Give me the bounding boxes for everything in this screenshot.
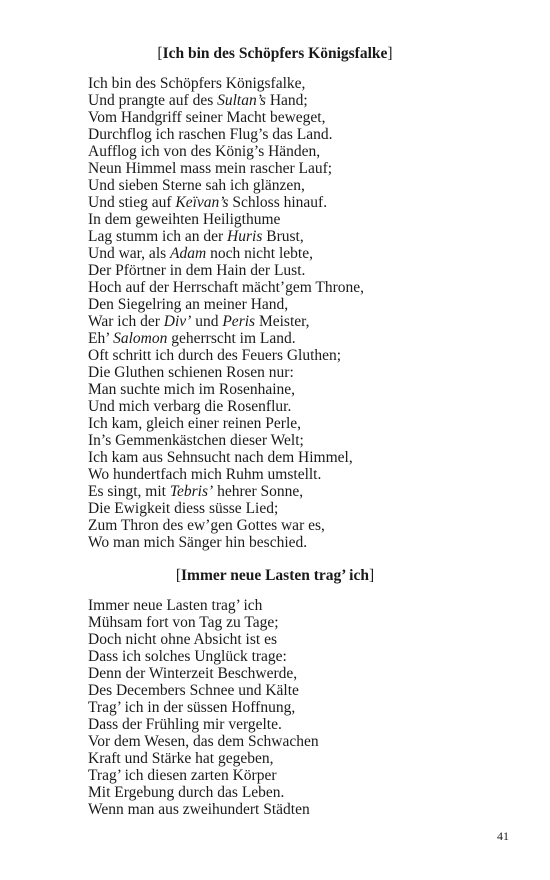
poem-line [88,784,319,801]
line-text: Ich bin des Schöpfers Königsfalke, [88,75,306,92]
poem-line [88,75,364,92]
poem-line [88,466,364,483]
poem-line [88,177,364,194]
line-text: Die Gluthen schienen Rosen nur: [88,364,294,381]
italic-name: Huris [227,228,263,245]
line-text: Wenn man aus zweihundert Städten [88,801,310,818]
italic-name: Keïvan’s [175,194,229,211]
poem-title-text: Ich bin des Schöpfers Königsfalke [162,45,388,62]
line-text: Schloss hinauf. [228,194,328,211]
poem-line [88,92,364,109]
line-text: Ich kam, gleich einer reinen Perle, [88,415,302,432]
poem-line [88,364,364,381]
italic-name: Div’ [163,313,192,330]
poem-line [88,733,319,750]
poem-line [88,279,364,296]
line-text: Meister, [255,313,310,330]
line-text: Lag stumm ich an der [88,228,228,245]
line-text: In’s Gemmenkästchen dieser Welt; [88,432,304,449]
poem-line [88,194,364,211]
line-text: Der Pförtner in dem Hain der Lust. [88,262,306,279]
line-text: geherrscht im Land. [167,330,296,347]
line-text: Und war, als [88,245,171,262]
poem-line [88,483,364,500]
line-text: Und mich verbarg die Rosenflur. [88,398,292,415]
poem-line [88,126,364,143]
poem-line [88,313,364,330]
poem-line [88,262,364,279]
line-text: Wo man mich Sänger hin beschied. [88,534,308,551]
line-text: hehrer Sonne, [213,483,304,500]
italic-name: Adam [170,245,207,262]
italic-name: Salomon [113,330,168,347]
poem-line [88,699,319,716]
italic-name: Peris [222,313,256,330]
poem-line [88,449,364,466]
poem-body [88,75,364,551]
line-text: In dem geweihten Heiligthume [88,211,281,228]
line-text: Aufflog ich von des König’s Händen, [88,143,321,160]
italic-name: Sultan’s [217,92,266,109]
line-text: Mühsam fort von Tag zu Tage; [88,614,279,631]
poem-line [88,432,364,449]
line-text: Trag’ ich in der süssen Hoffnung, [88,699,296,716]
poem-line [88,330,364,347]
line-text: Immer neue Lasten trag’ ich [88,597,263,614]
line-text: Doch nicht ohne Absicht ist es [88,631,277,648]
line-text: und [191,313,223,330]
line-text: noch nicht lebte, [206,245,313,262]
poem-title-text: Immer neue Lasten trag’ ich [181,567,369,584]
line-text: Zum Thron des ew’gen Gottes war es, [88,517,325,534]
line-text: Mit Ergebung durch das Leben. [88,784,285,801]
poem-line [88,381,364,398]
line-text: Es singt, mit [88,483,170,500]
poem-line [88,500,364,517]
line-text: Man suchte mich im Rosenhaine, [88,381,296,398]
line-text: Und prangte auf des [88,92,218,109]
poem-line [88,109,364,126]
poem-line [88,665,319,682]
line-text: Dass ich solches Unglück trage: [88,648,287,665]
line-text: Den Siegelring an meiner Hand, [88,296,289,313]
line-text: Ich kam aus Sehnsucht nach dem Himmel, [88,449,353,466]
line-text: Und stieg auf [88,194,176,211]
poem-line [88,160,364,177]
line-text: Eh’ [88,330,114,347]
poem-line [88,801,319,818]
poem-line [88,767,319,784]
poem-line [88,597,319,614]
line-text: Hoch auf der Herrschaft mächt’gem Throne, [88,279,365,296]
line-text: Des Decembers Schnee und Kälte [88,682,299,699]
poem-line [88,534,364,551]
poem-line [88,682,319,699]
italic-name: Tebris’ [169,483,214,500]
poem-title: [Ich bin des Schöpfers Königsfalke] [157,45,393,62]
line-text: Oft schritt ich durch des Feuers Gluthen; [88,347,342,364]
line-text: Die Ewigkeit diess süsse Lied; [88,500,279,517]
poem-line [88,228,364,245]
poem-line [88,211,364,228]
poem-line [88,716,319,733]
line-text: Und sieben Sterne sah ich glänzen, [88,177,305,194]
line-text: Vor dem Wesen, das dem Schwachen [88,733,319,750]
poem-line [88,415,364,432]
page-number: 41 [497,829,509,843]
poem-line [88,245,364,262]
line-text: Wo hundertfach mich Ruhm umstellt. [88,466,322,483]
poem-line [88,296,364,313]
line-text: Durchflog ich raschen Flug’s das Land. [88,126,333,143]
line-text: Dass der Frühling mir vergelte. [88,716,282,733]
line-text: Trag’ ich diesen zarten Körper [88,767,277,784]
poem-line [88,517,364,534]
poem-title: [Immer neue Lasten trag’ ich] [175,567,375,584]
line-text: Kraft und Stärke hat gegeben, [88,750,274,767]
line-text: Brust, [262,228,304,245]
poem-body [88,597,319,818]
line-text: Denn der Winterzeit Beschwerde, [88,665,298,682]
poem-line [88,347,364,364]
line-text: Neun Himmel mass mein rascher Lauf; [88,160,333,177]
poem-line [88,631,319,648]
poem-line [88,614,319,631]
line-text: War ich der [88,313,164,330]
poem-line [88,398,364,415]
line-text: Vom Handgriff seiner Macht beweget, [88,109,326,126]
line-text: Hand; [265,92,308,109]
poem-line [88,648,319,665]
poem-line [88,143,364,160]
poem-line [88,750,319,767]
